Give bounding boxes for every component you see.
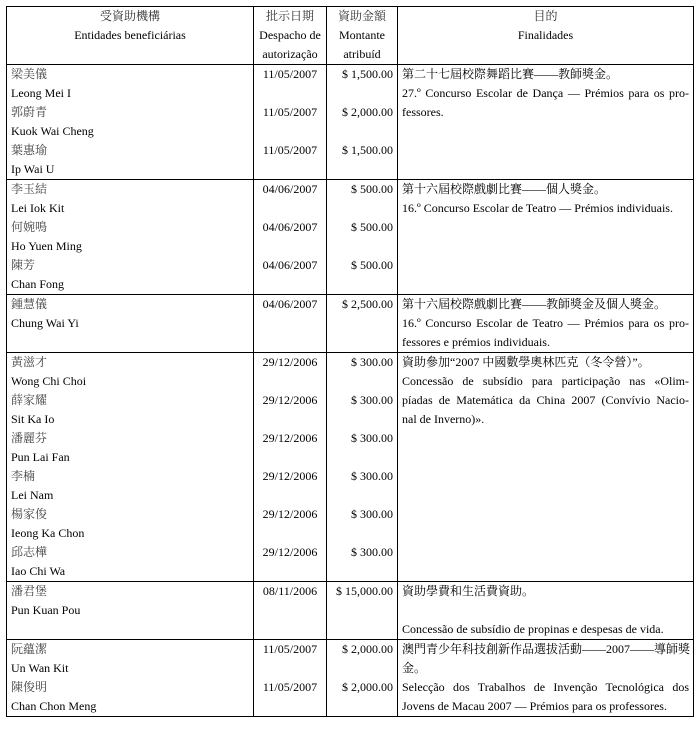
purpose-zh-line: 第二十七屆校際舞蹈比賽——教師獎金。 [402,67,619,81]
header-entity [7,7,254,65]
recipient-name-pt: Lei Nam [11,488,54,502]
spacer [327,697,397,716]
approval-date: 04/06/2007 [262,258,318,272]
amount-value: $ 300.00 [351,545,393,559]
spacer [254,601,326,620]
spacer [327,199,397,218]
amount-value: $ 2,000.00 [342,642,393,656]
spacer [327,160,397,179]
recipient-name-zh: 陳芳 [11,258,36,272]
spacer [327,410,397,429]
recipient-name-pt: Chung Wai Yi [11,316,79,330]
spacer [254,448,326,467]
recipient-name-zh: 邱志樺 [11,545,48,559]
recipient-name-zh: 梁美儀 [11,67,48,81]
spacer [327,486,397,505]
approval-date-cell [254,353,327,582]
approval-date: 04/06/2007 [262,220,318,234]
header-entity-zh: 受資助機構 [99,9,160,23]
approval-date: 08/11/2006 [262,584,318,598]
header-row [7,7,694,65]
grant-group-row [7,65,694,180]
approval-date: 29/12/2006 [262,355,318,369]
spacer [254,410,326,429]
grant-group-row [7,180,694,295]
spacer [254,486,326,505]
header-purpose [398,7,694,65]
amount-cell [327,295,398,353]
amount-value: $ 500.00 [351,258,393,272]
amount-value: $ 300.00 [351,355,393,369]
purpose-zh-line: 第十六屆校際戲劇比賽——教師獎金及個人獎金。 [402,297,667,311]
purpose-pt-line: fessores e prémios individuais. [402,335,550,349]
amount-value: $ 15,000.00 [336,584,393,598]
recipient-name-zh: 黃滋才 [11,355,48,369]
recipient-name-pt: Kuok Wai Cheng [11,124,94,138]
spacer [254,237,326,256]
recipient-name-pt: Chan Fong [11,277,65,291]
purpose-cell [398,640,694,717]
header-purpose-pt: Finalidades [517,28,574,42]
amount-value: $ 500.00 [351,182,393,196]
header-amount-pt2: atribuíd [343,47,381,61]
amount-value: $ 300.00 [351,469,393,483]
recipient-name-zh: 葉惠瑜 [11,143,48,157]
spacer [327,524,397,543]
approval-date-cell [254,295,327,353]
amount-cell [327,353,398,582]
spacer [327,122,397,141]
spacer [327,659,397,678]
purpose-pt-line: Concessão de subsídio para participação nas «Olim- [402,374,689,388]
purpose-pt-line [398,601,693,620]
recipient-name-pt: Chan Chon Meng [11,699,97,713]
approval-date: 11/05/2007 [262,67,318,81]
spacer [327,601,397,620]
approval-date-cell [254,65,327,180]
recipient-name-pt: Iao Chi Wa [11,564,66,578]
approval-date: 11/05/2007 [262,680,318,694]
spacer [327,314,397,333]
spacer [327,84,397,103]
recipient-name-zh: 潘君堡 [11,584,48,598]
approval-date: 29/12/2006 [262,393,318,407]
recipient-name-zh: 潘麗芬 [11,431,48,445]
spacer [254,275,326,294]
spacer [327,237,397,256]
spacer [327,372,397,391]
purpose-pt-line: Selecção dos Trabalhos de Invenção Tecnológica dos [402,680,689,694]
amount-cell [327,640,398,717]
header-entity-pt: Entidades beneficiárias [74,28,186,42]
approval-date: 11/05/2007 [262,105,318,119]
header-amount [327,7,398,65]
recipient-name-zh: 鍾慧儀 [11,297,48,311]
recipient-name-zh: 郭蔚青 [11,105,48,119]
spacer [254,122,326,141]
purpose-cell [398,582,694,640]
spacer [327,448,397,467]
purpose-zh-line: 金。 [402,661,427,675]
amount-cell [327,180,398,295]
recipient-name-pt: Sit Ka Io [11,412,55,426]
recipient-names-cell [7,582,254,640]
spacer [327,275,397,294]
grant-group-row [7,640,694,717]
header-purpose-zh: 目的 [533,9,558,23]
approval-date-cell [254,180,327,295]
spacer [254,697,326,716]
spacer [254,524,326,543]
recipient-names-cell [7,65,254,180]
approval-date: 29/12/2006 [262,469,318,483]
spacer [254,160,326,179]
purpose-cell [398,65,694,180]
approval-date: 04/06/2007 [262,297,318,311]
recipient-name-pt: Leong Mei I [11,86,71,100]
recipient-name-pt: Lei Iok Kit [11,201,65,215]
purpose-cell [398,295,694,353]
approval-date: 11/05/2007 [262,143,318,157]
grant-group-row [7,582,694,640]
amount-value: $ 1,500.00 [342,67,393,81]
amount-value: $ 300.00 [351,393,393,407]
purpose-zh-line: 澳門青少年科技創新作品選拔活動——2007——導師獎 [402,642,691,656]
spacer [254,84,326,103]
purpose-zh-line: 資助參加“2007 中國數學奧林匹克（冬令營）”。 [402,355,650,369]
recipient-name-pt: Pun Kuan Pou [11,603,81,617]
recipient-name-pt: Ip Wai U [11,162,55,176]
purpose-pt-line: Concessão de subsídio de propinas e despesas de vida. [402,622,664,636]
recipient-name-zh: 何婉鳴 [11,220,48,234]
header-date-zh: 批示日期 [265,9,314,23]
approval-date: 11/05/2007 [262,642,318,656]
amount-value: $ 2,000.00 [342,105,393,119]
amount-value: $ 2,500.00 [342,297,393,311]
spacer [254,314,326,333]
recipient-name-zh: 阮蘊潔 [11,642,48,656]
purpose-pt-line: 27.º Concurso Escolar de Dança — Prémios para os pro- [402,86,689,100]
header-date-pt2: autorização [262,47,318,61]
purpose-zh-line: 第十六屆校際戲劇比賽——個人獎金。 [402,182,607,196]
spacer [254,562,326,581]
recipient-name-pt: Un Wan Kit [11,661,69,675]
recipient-name-pt: Pun Lai Fan [11,450,70,464]
recipient-name-pt: Wong Chi Choi [11,374,87,388]
approval-date: 29/12/2006 [262,431,318,445]
approval-date: 29/12/2006 [262,545,318,559]
approval-date: 29/12/2006 [262,507,318,521]
recipient-name-zh: 李玉結 [11,182,48,196]
purpose-pt-line: 16.º Concurso Escolar de Teatro — Prémios individuais. [402,201,673,215]
approval-date: 04/06/2007 [262,182,318,196]
approval-date-cell [254,582,327,640]
spacer [254,372,326,391]
purpose-pt-line: nal de Inverno)». [402,412,485,426]
amount-value: $ 300.00 [351,507,393,521]
purpose-zh-line: 資助學費和生活費資助。 [402,584,535,598]
spacer [254,199,326,218]
purpose-pt-line: píadas de Matemática da China 2007 (Convívio Nacio- [402,393,689,407]
spacer [327,562,397,581]
recipient-name-zh: 楊家俊 [11,507,48,521]
recipient-names-cell [7,295,254,353]
amount-value: $ 2,000.00 [342,680,393,694]
grant-group-row [7,295,694,353]
header-date-pt1: Despacho de [259,28,321,42]
grants-table [6,6,694,717]
purpose-cell [398,180,694,295]
recipient-names-cell [7,180,254,295]
amount-value: $ 1,500.00 [342,143,393,157]
recipient-names-cell [7,640,254,717]
recipient-names-cell [7,353,254,582]
approval-date-cell [254,640,327,717]
amount-cell [327,582,398,640]
recipient-name-pt: Ieong Ka Chon [11,526,85,540]
amount-value: $ 300.00 [351,431,393,445]
spacer [254,659,326,678]
recipient-name-zh: 薛家耀 [11,393,48,407]
purpose-cell [398,353,694,582]
header-date [254,7,327,65]
purpose-pt-line: Jovens de Macau 2007 — Prémios para os professores. [402,699,667,713]
recipient-name-pt: Ho Yuen Ming [11,239,82,253]
recipient-name-zh: 李楠 [11,469,36,483]
header-amount-zh: 資助金額 [337,9,386,23]
purpose-pt-line: 16.º Concurso Escolar de Teatro — Prémios para os pro- [402,316,689,330]
amount-cell [327,65,398,180]
recipient-name-zh: 陳俊明 [11,680,48,694]
amount-value: $ 500.00 [351,220,393,234]
grant-group-row [7,353,694,582]
header-amount-pt1: Montante [339,28,385,42]
purpose-pt-line: fessores. [402,105,444,119]
